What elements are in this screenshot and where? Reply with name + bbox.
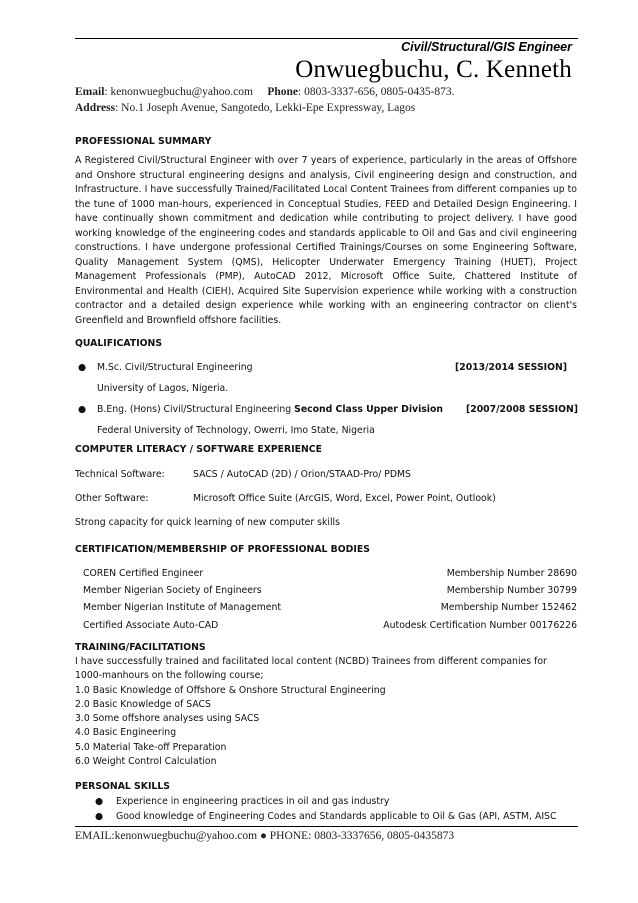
address-value: No.1 Joseph Avenue, Sangotedo, Lekki-Epe Expressway, Lagos [121,102,416,114]
address-label: Address [75,102,116,114]
training-heading: TRAINING/FACILITATIONS [75,642,206,653]
training-item: 4.0 Basic Engineering [75,727,177,739]
footer-contact: EMAIL:kenonwuegbuchu@yahoo.com ● PHONE: 0803-3337656, 0805-0435873 [75,830,455,842]
technical-software-label: Technical Software: [75,469,165,480]
certification-number: Autodesk Certification Number 00176226 [383,620,577,631]
summary-text: A Registered Civil/Structural Engineer with over 7 years of experience, particularly in the areas of Offshore and Onshore structural engineering designs and analysis, Civil engineering design and construction, and Infrastructure. I have successfully Trained/Facilitated Local Content Trainees from different companies up to the tune of 1000 man-hours, experienced in Conceptual Studies, FEED and Detailed Design Engineering. I have continually shown commitment and dedication while contributing to project delivery. I have good working knowledge of the engineering codes and standards applicable to Oil and Gas and civil engineering constructions. I have undergone professional Certified Trainings/Courses on some Engineering Software, Quality Management System (QMS), Helicopter Underwater Emergency Training (HUET), Project Management Professionals (PMP), AutoCAD 2012, Microsoft Office Suite, Chattered Institute of Environmental and Health (CIEH), Acquired Site Supervision experience while working with a construction contractor and a detailed design experience while working with an engineering contractor on client's Greenfield and Brownfield offshore facilities. [75,155,577,326]
skill-text: Good knowledge of Engineering Codes and Standards applicable to Oil & Gas (API, ASTM, AISC [116,811,557,822]
degree-text: B.Eng. (Hons) Civil/Structural Engineering [97,404,295,415]
qualification-degree: M.Sc. Civil/Structural Engineering [97,362,253,373]
training-intro: I have successfully trained and facilitated local content (NCBD) Trainees from different companies for [75,656,547,667]
training-item: 6.0 Weight Control Calculation [75,756,217,768]
school-name: University of Lagos, Nigeria. [97,383,229,394]
other-software-label: Other Software: [75,493,149,504]
certification-name: COREN Certified Engineer [83,568,204,579]
other-software-row [75,493,577,504]
address-line: Address: No.1 Joseph Avenue, Sangotedo, Lekki-Epe Expressway, Lagos [75,102,416,114]
summary-heading: PROFESSIONAL SUMMARY [75,136,212,147]
certification-name: Member Nigerian Society of Engineers [83,585,262,596]
certification-number: Membership Number 28690 [446,568,577,579]
qualification-degree [97,404,443,415]
technical-software-row [75,469,577,480]
bullet-icon: ● [78,362,87,373]
certification-name: Certified Associate Auto-CAD [83,620,219,631]
other-software-value: Microsoft Office Suite (ArcGIS, Word, Excel, Power Point, Outlook) [193,493,496,504]
phone-value: 0803-3337-656, 0805-0435-873. [304,86,455,98]
training-list [75,656,577,770]
certifications-heading: CERTIFICATION/MEMBERSHIP OF PROFESSIONAL BODIES [75,544,370,555]
training-item: 1.0 Basic Knowledge of Offshore & Onshore Structural Engineering [75,684,386,696]
degree-honours: Second Class Upper Division [294,404,443,415]
technical-software-value: SACS / AutoCAD (2D) / Orion/STAAD-Pro/ PDMS [193,469,411,480]
email-value: kenonwuegbuchu@yahoo.com [110,86,253,98]
certification-number: Membership Number 152462 [440,602,577,613]
qualification-session: [2013/2014 SESSION] [455,362,568,373]
software-note: Strong capacity for quick learning of new computer skills [75,517,340,528]
software-heading: COMPUTER LITERACY / SOFTWARE EXPERIENCE [75,444,322,455]
qualification-session: [2007/2008 SESSION] [466,404,579,415]
bullet-icon: ● [78,404,87,415]
footer-rule [75,826,578,827]
candidate-name: Onwuegbuchu, C. Kenneth [295,56,572,83]
skills-heading: PERSONAL SKILLS [75,781,170,792]
training-item: 5.0 Material Take-off Preparation [75,741,227,753]
training-item: 3.0 Some offshore analyses using SACS [75,713,260,725]
summary-section [75,136,577,328]
training-item: 2.0 Basic Knowledge of SACS [75,698,211,710]
contact-line: Email: kenonwuegbuchu@yahoo.com Phone: 0803-3337-656, 0805-0435-873. [75,86,455,98]
school-name: Federal University of Technology, Owerri, Imo State, Nigeria [97,425,375,436]
bullet-icon: ● [95,811,104,822]
skill-text: Experience in engineering practices in oil and gas industry [116,796,390,807]
training-intro: 1000-manhours on the following course; [75,670,264,682]
certification-name: Member Nigerian Institute of Management [83,602,282,613]
job-title: Civil/Structural/GIS Engineer [401,40,572,54]
top-rule [75,38,578,39]
bullet-icon: ● [95,796,104,807]
qualifications-heading: QUALIFICATIONS [75,338,163,349]
phone-label: Phone [267,86,299,98]
email-label: Email [75,86,105,98]
certification-number: Membership Number 30799 [446,585,577,596]
